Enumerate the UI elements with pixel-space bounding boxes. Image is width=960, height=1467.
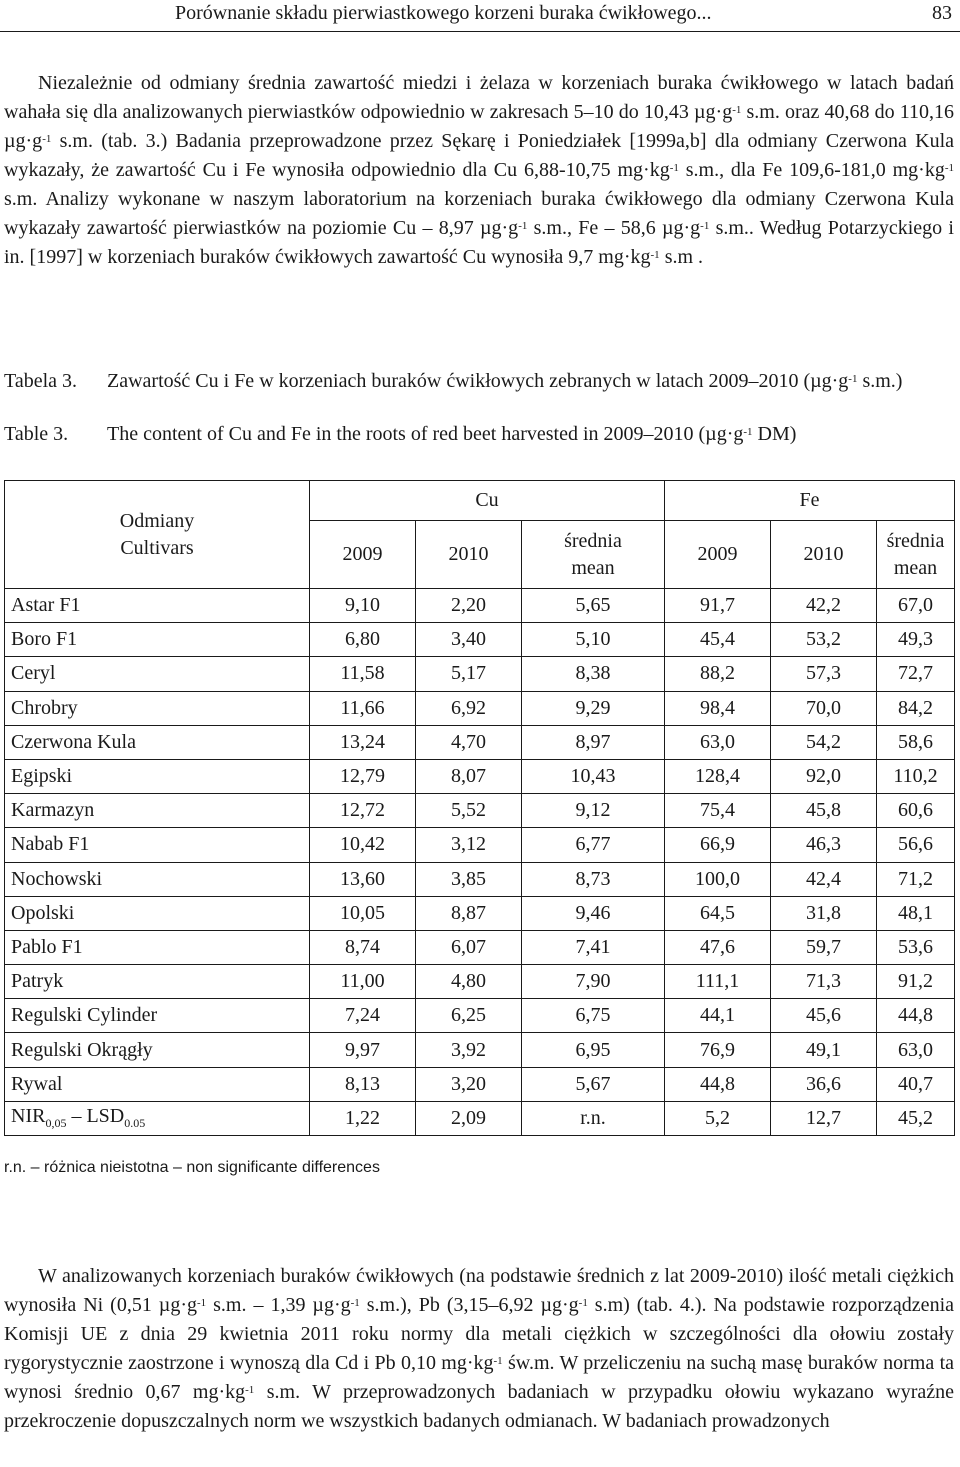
table-cell: 7,90 [522, 965, 665, 999]
table-cell: r.n. [522, 1101, 665, 1135]
table-cell: 110,2 [877, 759, 955, 793]
cultivar-name: Egipski [5, 759, 310, 793]
caption-label-pl: Tabela 3. [4, 370, 78, 392]
cultivar-name: Patryk [5, 965, 310, 999]
table-cell: 7,24 [310, 999, 416, 1033]
mean-label-pl: średnia [564, 529, 622, 552]
superscript: -1 [578, 1297, 588, 1309]
table-cell: 76,9 [665, 1033, 771, 1067]
superscript: -1 [197, 1297, 207, 1309]
data-table [4, 480, 955, 1136]
table-cell: 42,4 [771, 862, 877, 896]
table-cell: 6,07 [416, 930, 522, 964]
table-cell: 8,74 [310, 930, 416, 964]
table-cell: 5,52 [416, 794, 522, 828]
table-cell: 91,7 [665, 589, 771, 623]
table-cell: 67,0 [877, 589, 955, 623]
running-head-title: Porównanie składu pierwiastkowego korzeni buraka ćwikłowego... [175, 2, 712, 24]
table-cell: 1,22 [310, 1101, 416, 1135]
table-row [5, 1033, 955, 1067]
table-cell: 64,5 [665, 896, 771, 930]
table-cell: 3,92 [416, 1033, 522, 1067]
table-cell: 5,67 [522, 1067, 665, 1101]
table-footnote: r.n. – różnica nieistotna – non significante differences [4, 1159, 380, 1176]
superscript: -1 [848, 373, 858, 385]
superscript: -1 [743, 426, 753, 438]
running-header [0, 0, 960, 40]
table-cell: 12,79 [310, 759, 416, 793]
table-cell: 9,29 [522, 691, 665, 725]
cultivar-name: Rywal [5, 1067, 310, 1101]
table-cell: 4,70 [416, 725, 522, 759]
table-cell: 42,2 [771, 589, 877, 623]
table-cell: 13,24 [310, 725, 416, 759]
table-cell: 10,43 [522, 759, 665, 793]
body-paragraph-2 [4, 1262, 954, 1436]
body-paragraph-1 [4, 69, 954, 272]
table-cell: 3,20 [416, 1067, 522, 1101]
table-row [5, 691, 955, 725]
superscript: -1 [350, 1297, 360, 1309]
table-cell: 47,6 [665, 930, 771, 964]
cu-group-header: Cu [310, 481, 665, 521]
fe-mean-header [877, 521, 955, 589]
table-cell: 44,1 [665, 999, 771, 1033]
table-cell: 2,20 [416, 589, 522, 623]
table-cell: 6,92 [416, 691, 522, 725]
table-row [5, 896, 955, 930]
table-cell: 2,09 [416, 1101, 522, 1135]
text-run: Niezależnie od odmiany średnia zawartość miedzi i żelaza w korzeniach buraka ćwikłowego w latach badań wahała się dla analizowanych pierwiastków odpowiednio w zakresach 5–10 do 10,43 µg·g [4, 72, 954, 123]
table-cell: 45,2 [877, 1101, 955, 1135]
table-row [5, 999, 955, 1033]
table-cell: 111,1 [665, 965, 771, 999]
cultivars-label-en: Cultivars [120, 536, 194, 559]
superscript: -1 [732, 104, 742, 116]
table-cell: 45,4 [665, 623, 771, 657]
table-body [5, 589, 955, 1136]
cu-2009-header: 2009 [310, 521, 416, 589]
subscript: 0,05 [45, 1116, 67, 1131]
table-cell: 40,7 [877, 1067, 955, 1101]
text-run: s.m) (tab. 4.). Na podstawie rozporządzenia Komisji UE z dnia 29 kwietnia 2011 roku normy dla metali ciężkich w szczególności dla ołowiu zostały rygorystycznie zaostrzone i wynoszą dla Cd i Pb 0,10 mg·kg [4, 1294, 954, 1374]
text-run: s.m. W przeprowadzonych badaniach w przypadku ołowiu wykazano wyraźne przekroczenie dopuszczalnych norm we wszystkich badanych odmianach. W badaniach prowadzonych [4, 1381, 954, 1432]
table-cell: 92,0 [771, 759, 877, 793]
table-cell: 45,6 [771, 999, 877, 1033]
lsd-row [5, 1101, 955, 1135]
table-cell: 44,8 [877, 999, 955, 1033]
text-run: św.m. W przeliczeniu na suchą masę buraków norma ta wynosi średnio 0,67 mg·kg [4, 1352, 955, 1403]
table-cell: 8,13 [310, 1067, 416, 1101]
text-run: s.m., Fe – 58,6 µg·g [527, 217, 701, 239]
table-cell: 6,75 [522, 999, 665, 1033]
table-cell: 11,58 [310, 657, 416, 691]
table-cell: 53,2 [771, 623, 877, 657]
superscript: -1 [245, 1384, 255, 1396]
table-cell: 5,10 [522, 623, 665, 657]
caption-text-pl [107, 368, 955, 394]
superscript: -1 [42, 133, 52, 145]
cultivar-name: Ceryl [5, 657, 310, 691]
superscript: -1 [493, 1355, 503, 1367]
table-cell: 3,85 [416, 862, 522, 896]
table-row [5, 828, 955, 862]
text-run: s.m. oraz 40,68 do 110,16 µg·g [4, 101, 954, 152]
table-cell: 9,12 [522, 794, 665, 828]
table-row [5, 794, 955, 828]
text-run: s.m. Analizy wykonane w naszym laboratorium na korzeniach buraka ćwikłowego dla odmiany Czerwona Kula wykazały zawartość pierwiastków na poziomie Cu – 8,97 µg·g [4, 188, 954, 239]
table-cell: 88,2 [665, 657, 771, 691]
table-cell: 48,1 [877, 896, 955, 930]
cultivar-name: Boro F1 [5, 623, 310, 657]
table-row [5, 657, 955, 691]
caption-run: DM) [752, 423, 797, 445]
mean-label-pl: średnia [886, 529, 945, 552]
cultivar-name: Opolski [5, 896, 310, 930]
table-row [5, 589, 955, 623]
superscript: -1 [669, 162, 679, 174]
text-run: s.m., dla Fe 109,6-181,0 mg·kg [678, 159, 945, 181]
table-cell: 63,0 [877, 1033, 955, 1067]
table-cell: 8,87 [416, 896, 522, 930]
caption-label-en: Table 3. [4, 423, 69, 445]
cultivar-name: Nabab F1 [5, 828, 310, 862]
table-cell: 8,73 [522, 862, 665, 896]
table-cell: 6,95 [522, 1033, 665, 1067]
table-row [5, 725, 955, 759]
table-cell: 6,25 [416, 999, 522, 1033]
table-cell: 3,12 [416, 828, 522, 862]
table-cell: 5,65 [522, 589, 665, 623]
table-cell: 4,80 [416, 965, 522, 999]
fe-2009-header: 2009 [665, 521, 771, 589]
table-cell: 9,97 [310, 1033, 416, 1067]
dash: – [66, 1105, 87, 1128]
table-cell: 7,41 [522, 930, 665, 964]
table-cell: 60,6 [877, 794, 955, 828]
table-cell: 91,2 [877, 965, 955, 999]
table-cell: 12,72 [310, 794, 416, 828]
cultivars-header [5, 481, 310, 589]
table-cell: 46,3 [771, 828, 877, 862]
table-cell: 58,6 [877, 725, 955, 759]
table-cell: 5,2 [665, 1101, 771, 1135]
table-cell: 49,1 [771, 1033, 877, 1067]
subscript: 0.05 [124, 1116, 146, 1131]
table-cell: 84,2 [877, 691, 955, 725]
text-run: s.m.. Według Potarzyckiego i in. [1997] w korzeniach buraków ćwikłowych zawartość Cu wynosiła 9,7 mg·kg [4, 217, 954, 268]
table-cell: 59,7 [771, 930, 877, 964]
table-cell: 13,60 [310, 862, 416, 896]
table-cell: 36,6 [771, 1067, 877, 1101]
lsd-label [5, 1101, 310, 1135]
superscript: -1 [944, 162, 954, 174]
text-run: s.m. – 1,39 µg·g [206, 1294, 351, 1316]
text-run: W analizowanych korzeniach buraków ćwikłowych (na podstawie średnich z lat 2009-2010) ilość metali ciężkich wynosiła Ni (0,51 µg·g [4, 1265, 954, 1316]
table-row [5, 759, 955, 793]
cultivar-name: Astar F1 [5, 589, 310, 623]
table-cell: 128,4 [665, 759, 771, 793]
caption-run: s.m.) [857, 370, 903, 392]
text-run: s.m.), Pb (3,15–6,92 µg·g [359, 1294, 579, 1316]
table-cell: 9,10 [310, 589, 416, 623]
cultivar-name: Nochowski [5, 862, 310, 896]
cultivar-name: Czerwona Kula [5, 725, 310, 759]
cultivar-name: Karmazyn [5, 794, 310, 828]
table-cell: 56,6 [877, 828, 955, 862]
table-cell: 8,38 [522, 657, 665, 691]
table-cell: 66,9 [665, 828, 771, 862]
caption-text-en [107, 421, 955, 447]
table-cell: 3,40 [416, 623, 522, 657]
table-cell: 8,97 [522, 725, 665, 759]
header-rule [0, 31, 960, 32]
table-cell: 57,3 [771, 657, 877, 691]
table-cell: 45,8 [771, 794, 877, 828]
cultivars-label-pl: Odmiany [119, 509, 195, 532]
table-cell: 98,4 [665, 691, 771, 725]
fe-2010-header: 2010 [771, 521, 877, 589]
cultivar-name: Regulski Okrągły [5, 1033, 310, 1067]
nir-label: NIR [11, 1105, 46, 1128]
table-cell: 71,2 [877, 862, 955, 896]
table-cell: 9,46 [522, 896, 665, 930]
caption-run: The content of Cu and Fe in the roots of red beet harvested in 2009–2010 (µg·g [107, 423, 744, 445]
table-cell: 5,17 [416, 657, 522, 691]
table-cell: 11,66 [310, 691, 416, 725]
table-cell: 75,4 [665, 794, 771, 828]
table-cell: 44,8 [665, 1067, 771, 1101]
lsd-label-text: LSD [86, 1105, 125, 1128]
superscript: -1 [700, 220, 710, 232]
table-cell: 100,0 [665, 862, 771, 896]
text-run: s.m. (tab. 3.) Badania przeprowadzone przez Sękarę i Poniedziałek [1999a,b] dla odmiany Czerwona Kula wykazały, że zawartość Cu i Fe wynosiła odpowiednio dla Cu 6,88-10,75 mg·kg [4, 130, 954, 181]
mean-label-en: mean [893, 556, 938, 579]
table-cell: 11,00 [310, 965, 416, 999]
table-cell: 12,7 [771, 1101, 877, 1135]
cultivar-name: Chrobry [5, 691, 310, 725]
table-cell: 53,6 [877, 930, 955, 964]
cu-mean-header [522, 521, 665, 589]
cultivar-name: Regulski Cylinder [5, 999, 310, 1033]
table-cell: 6,80 [310, 623, 416, 657]
table-cell: 63,0 [665, 725, 771, 759]
table-cell: 49,3 [877, 623, 955, 657]
table-row [5, 1067, 955, 1101]
mean-label-en: mean [571, 556, 615, 579]
table-cell: 6,77 [522, 828, 665, 862]
superscript: -1 [518, 220, 528, 232]
table-row [5, 930, 955, 964]
table-cell: 54,2 [771, 725, 877, 759]
caption-run: Zawartość Cu i Fe w korzeniach buraków ćwikłowych zebranych w latach 2009–2010 (µg·g [107, 370, 849, 392]
table-cell: 72,7 [877, 657, 955, 691]
table-cell: 10,05 [310, 896, 416, 930]
page-number: 83 [932, 2, 952, 24]
table-cell: 8,07 [416, 759, 522, 793]
superscript: -1 [650, 249, 660, 261]
text-run: s.m . [659, 246, 704, 268]
table-row [5, 965, 955, 999]
cultivar-name: Pablo F1 [5, 930, 310, 964]
table-cell: 71,3 [771, 965, 877, 999]
cu-2010-header: 2010 [416, 521, 522, 589]
table-cell: 31,8 [771, 896, 877, 930]
table-cell: 10,42 [310, 828, 416, 862]
table-cell: 70,0 [771, 691, 877, 725]
table-row [5, 862, 955, 896]
fe-group-header: Fe [665, 481, 955, 521]
table-row [5, 623, 955, 657]
